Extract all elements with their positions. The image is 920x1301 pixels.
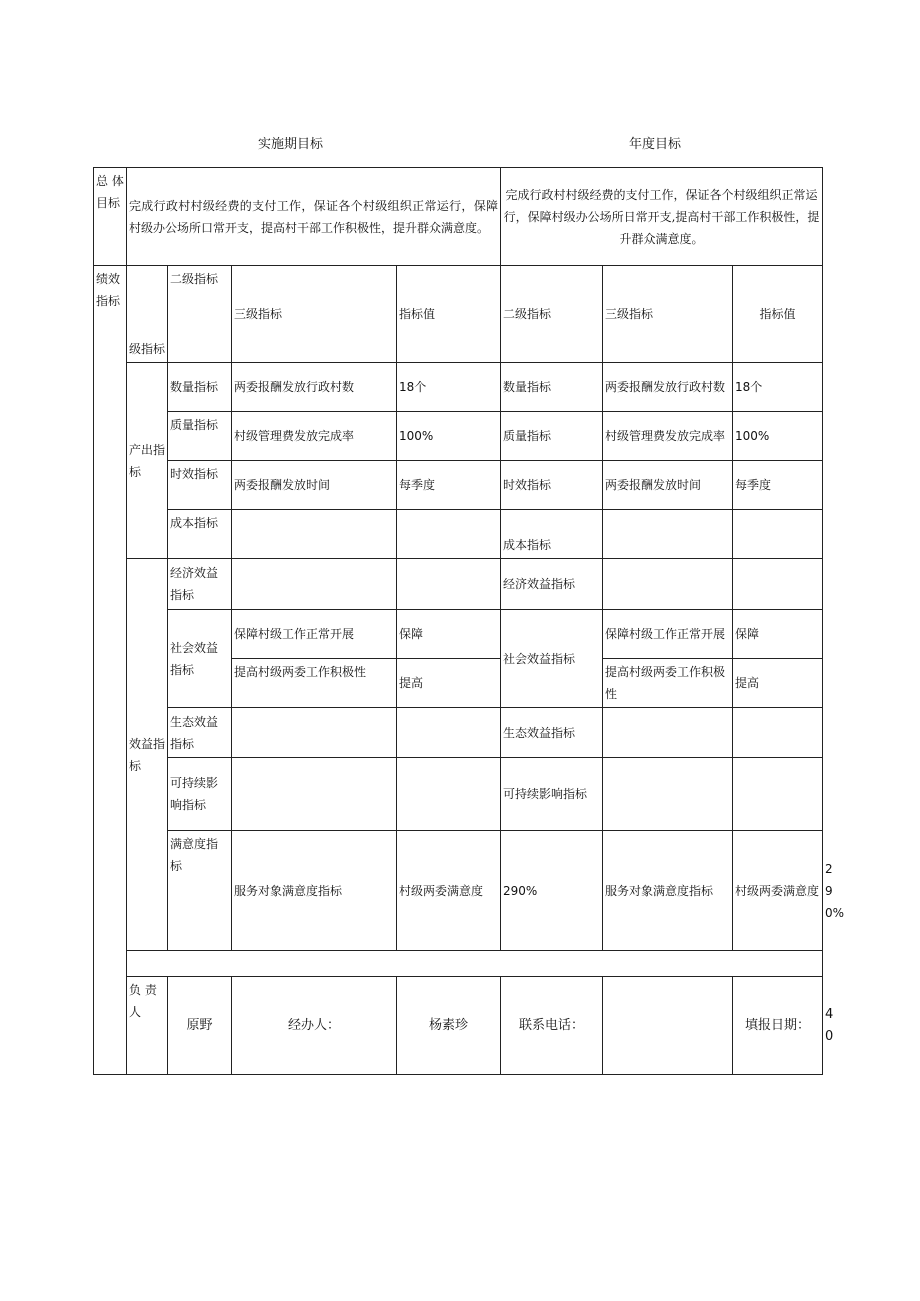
output-row-l2: 时效指标	[168, 461, 232, 510]
implementation-period-heading: 实施期目标	[258, 137, 324, 152]
header-value-annual: 指标值	[733, 266, 823, 363]
ecological-benefit-l2-annual: 生态效益指标	[501, 708, 603, 758]
output-row-l3-annual: 两委报酬发放时间	[603, 461, 733, 510]
output-row-value-annual	[733, 510, 823, 559]
overall-goal-label: 总 体 目标	[94, 168, 127, 266]
satisfaction-l3-annual: 村级两委满意度	[733, 831, 823, 951]
satisfaction-indicator-label: 满意度指标	[168, 831, 232, 951]
header-level2-annual: 二级指标	[501, 266, 603, 363]
ecological-benefit-l2: 生态效益指标	[168, 708, 232, 758]
output-row-l2-annual: 成本指标	[501, 510, 603, 559]
output-indicator-label: 产出指标	[127, 363, 168, 559]
output-row-l2-annual: 质量指标	[501, 412, 603, 461]
output-row-l2-annual: 数量指标	[501, 363, 603, 412]
social-benefit-l2: 社会效益指标	[168, 610, 232, 708]
sustainable-impact-l2: 可持续影响指标	[168, 758, 232, 831]
economic-benefit-l2: 经济效益指标	[168, 559, 232, 610]
phone-label: 联系电话：	[501, 977, 603, 1075]
satisfaction-l3: 村级两委满意度	[397, 831, 501, 951]
benefit-indicator-label: 效益指标	[127, 559, 168, 951]
economic-benefit-l2-annual: 经济效益指标	[501, 559, 603, 610]
blank-row	[127, 951, 823, 977]
output-row-l3-annual: 两委报酬发放行政村数	[603, 363, 733, 412]
sustainable-impact-l2-annual: 可持续影响指标	[501, 758, 603, 831]
header-level1: 级指标	[127, 266, 168, 363]
handler-label: 经办人：	[232, 977, 397, 1075]
social-benefit-row2-value-annual: 提高	[733, 659, 823, 708]
output-row-l3: 两委报酬发放行政村数	[232, 363, 397, 412]
output-row-l2: 数量指标	[168, 363, 232, 412]
output-row-l3: 村级管理费发放完成率	[232, 412, 397, 461]
header-level2: 二级指标	[168, 266, 232, 363]
responsible-label: 负 责 人	[127, 977, 168, 1075]
phone-value	[603, 977, 733, 1075]
satisfaction-l2: 服务对象满意度指标	[232, 831, 397, 951]
handler-name: 杨素珍	[397, 977, 501, 1075]
social-benefit-row1-value-annual: 保障	[733, 610, 823, 659]
output-row-value-annual: 18个	[733, 363, 823, 412]
output-row-l3: 两委报酬发放时间	[232, 461, 397, 510]
overall-goal-annual-text: 完成行政村村级经费的支付工作，保证各个村级组织正常运行，保障村级办公场所日常开支,提高村干部工作积极性，提升群众满意度。	[501, 168, 823, 266]
overall-goal-implementation-text: 完成行政村村级经费的支付工作，保证各个村级组织正常运行，保障村级办公场所口常开支，提高村干部工作积极性，提升群众满意度。	[127, 168, 501, 266]
social-benefit-row2-l3-annual: 提高村级两委工作积极性	[603, 659, 733, 708]
output-row-value: 18个	[397, 363, 501, 412]
output-row-value: 每季度	[397, 461, 501, 510]
social-benefit-l2-annual: 社会效益指标	[501, 610, 603, 708]
output-row-l2: 质量指标	[168, 412, 232, 461]
output-row-l3	[232, 510, 397, 559]
output-row-l2-annual: 时效指标	[501, 461, 603, 510]
output-row-value	[397, 510, 501, 559]
social-benefit-row2-value: 提高	[397, 659, 501, 708]
social-benefit-row1-l3: 保障村级工作正常开展	[232, 610, 397, 659]
header-value: 指标值	[397, 266, 501, 363]
satisfaction-l2-annual: 服务对象满意度指标	[603, 831, 733, 951]
output-row-value-annual: 100%	[733, 412, 823, 461]
social-benefit-row2-l3: 提高村级两委工作积极性	[232, 659, 397, 708]
header-level3: 三级指标	[232, 266, 397, 363]
date-label: 填报日期：	[733, 977, 823, 1075]
social-benefit-row1-value: 保障	[397, 610, 501, 659]
performance-indicator-label: 绩效指标	[94, 266, 127, 1075]
responsible-name: 原野	[168, 977, 232, 1075]
annual-goal-heading: 年度目标	[629, 137, 682, 152]
social-benefit-row1-l3-annual: 保障村级工作正常开展	[603, 610, 733, 659]
output-row-value-annual: 每季度	[733, 461, 823, 510]
output-row-l2: 成本指标	[168, 510, 232, 559]
output-row-l3-annual	[603, 510, 733, 559]
output-row-l3-annual: 村级管理费发放完成率	[603, 412, 733, 461]
satisfaction-value: 290%	[501, 831, 603, 951]
performance-goal-table: 总 体 目标 完成行政村村级经费的支付工作，保证各个村级组织正常运行，保障村级办公场所口常开支，提高村干部工作积极性，提升群众满意度。 完成行政村村级经费的支付工作，保证各个村级组织正常运行，保障村级办公场所日常开支,提高村干部工作积极性，提升群众满意度。 绩效指标 级指标 二级指标 三级指标 指标值 二级指标 三级指标 指标值 产出指标 数量指标 两委报酬发放行政村数 18个 数量指标 两委报酬发放行政村数 18个 质量指标 村级管理费发放完成率 100% 质量指标 村级管理费发放完成率 100% 时效指标 两委报酬发放时间 每季度 时效指标 两委报酬发放时间 每季度 成本指标 成本指标 效益指标 经济效益指标 经济效益指标 社会效益指标 保障村级工作正常开展 保障 社会效益指标 保障村级工作正常开展 保障 提高村级两委工作积极性 提高 提高村级两委工作积极性 提高 生态效益指标 生态效益指标 可持续影响指标 可持续影响指标 满意度指标 服务对象满意度指标 村级两委满意度 290% 服务对象满意度指标 村级两委满意度 290% 负 责 人 原野 经办人： 杨素珍 联系电话： 填报日期： 40	[93, 167, 823, 1075]
header-level3-annual: 三级指标	[603, 266, 733, 363]
output-row-value: 100%	[397, 412, 501, 461]
